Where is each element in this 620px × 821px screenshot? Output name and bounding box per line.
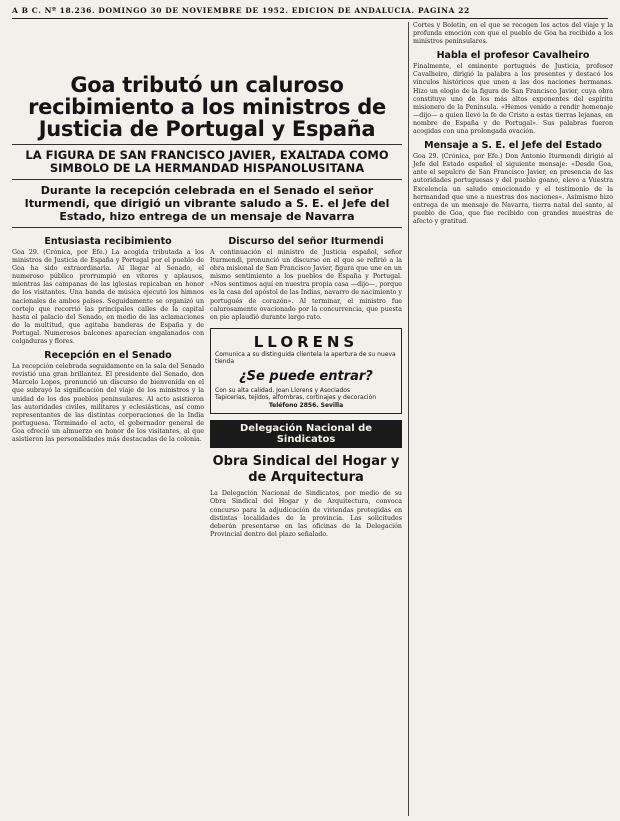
newspaper-page: [12, 4, 613, 816]
article-text: Goa 29. (Crónica, por Efe.) Don Antonio Iturmendi dirigió al Jefe del Estado español el siguiente mensaje: «Desde Goa, ante el sepulcro de San Francisco Javier, en presencia de las autoridades portuguesas y del pueblo goano, elevo a Vuestra Excelencia un saludo emocionado y el testimonio de la hermandad que une a nuestras dos naciones». Asimismo hizo entrega de un mensaje de Navarra, tierra natal del santo, al pueblo de Goa, que fue recibido con grandes muestras de afecto y gratitud.: [413, 153, 613, 225]
article-text: Goa 29. (Crónica, por Efe.) La acogida tributada a los ministros de Justicia de España y Portugal por el pueblo de Goa ha sido extraordinaria. Al llegar al Senado, el numeroso público prorrumpió en vítores y aplausos, mientras las campanas de las iglesias repicaban en honor de los visitantes. Una banda de música ejecutó los himnos nacionales de ambos países. Seguidamente se organizó un cortejo que recorrió las principales calles de la capital hasta el palacio del Senado, en medio de las aclamaciones de la multitud, que agitaba banderas de España y de Portugal. Numerosos balcones aparecían engalanados con colgaduras y flores.: [12, 249, 204, 346]
article-text: La recepción celebrada seguidamente en la sala del Senado revistió una gran brillantez. El presidente del Senado, don Marcelo Lopes, pronunció un discurso de bienvenida en el que subrayó la significación del viaje de los ministros y la unidad de los dos pueblos peninsulares. Al acto asistieron las autoridades civiles, militares y eclesiásticas, así como representantes de las distintas corporaciones de la India portuguesa. Terminado el acto, el gobernador general de Goa ofreció un almuerzo en honor de los visitantes, al que asistieron las personalidades más destacadas de la colonia.: [12, 363, 204, 443]
divider: [12, 227, 402, 228]
story-deck: Durante la recepción celebrada en el Senado el señor Iturmendi, que dirigió un vibrante saludo a S. E. el Jefe del Estado, hizo entrega de un mensaje de Navarra: [24, 184, 390, 223]
article-text: Cortes y Boletín, en el que se recogen los actos del viaje y la profunda emoción con que el pueblo de Goa ha recibido a los ministros peninsulares.: [413, 22, 613, 46]
column-right: [408, 22, 613, 816]
ad-question: ¿Se puede entrar?: [239, 368, 373, 384]
ad-address: Teléfono 2856. Sevilla: [268, 401, 344, 409]
headline: Goa tributó un caluroso recibimiento a los ministros de Justicia de Portugal y España: [28, 73, 386, 141]
sindicatos-banner: Delegación Nacional de Sindicatos: [210, 420, 402, 448]
article-text: La Delegación Nacional de Sindicatos, por medio de su Obra Sindical del Hogar y de Arquitectura, convoca concurso para la adjudicación de viviendas protegidas en distintas localidades de la provincia. Las solicitudes deberán presentarse en las oficinas de la Delegación Provincial dentro del plazo señalado.: [210, 490, 402, 538]
page-folio: A B C. Nº 18.236. DOMINGO 30 DE NOVIEMBRE DE 1952. EDICION DE ANDALUCIA. PAGINA 22: [12, 4, 608, 19]
section-heading: Recepción en el Senado: [44, 350, 172, 362]
section-heading: Habla el profesor Cavalheiro: [436, 50, 590, 62]
divider: [12, 144, 402, 145]
section-heading: Entusiasta recibimiento: [44, 236, 172, 247]
ad-text: Comunica a su distinguida clientela la apertura de su nueva tienda: [215, 350, 396, 366]
ad-brand: LLORENS: [253, 332, 359, 351]
article-text: Finalmente, el eminente portugués de Justicia, profesor Cavalheiro, dirigió la palabra a los presentes y destacó los vínculos históricos que unen a las dos naciones hermanas. Hizo un elogio de la figura de San Francisco Javier, cuya obra constituye uno de los más altos exponentes del espíritu misionero de la Península. «Hemos venido a rendir homenaje —dijo— a quien llevó la fe de Cristo a estas tierras lejanas, en nombre de España y de Portugal». Sus palabras fueron acogidas con una prolongada ovación.: [413, 63, 613, 136]
obra-sindical-title: Obra Sindical del Hogar y de Arquitectura: [212, 454, 400, 486]
ad-text: Tapicerías, tejidos, alfombras, cortinajes y decoración: [215, 394, 377, 402]
ad-text: Con su alta calidad, Joan Llorens y Asociados: [215, 386, 351, 394]
article-text: A continuación el ministro de Justicia español, señor Iturmendi, pronunció un discurso en el que se refirió a la obra misional de San Francisco Javier, figura que une en un mismo sentimiento a los pueblos de España y Portugal. «Nos sentimos aquí en nuestra propia casa —dijo—, porque es la casa del apóstol de las Indias, navarro de nacimiento y portugués de corazón». Al terminar, el ministro fue calurosamente ovacionado por la concurrencia, que puesta en pie aplaudió durante largo rato.: [210, 249, 402, 321]
column-middle: [210, 232, 402, 539]
section-heading: Discurso del señor Iturmendi: [228, 236, 384, 247]
column-left: [12, 232, 204, 539]
main-story: [12, 22, 402, 539]
story-columns: [12, 232, 402, 539]
divider: [12, 179, 402, 180]
advertisement: [210, 328, 402, 415]
subheadline: LA FIGURA DE SAN FRANCISCO JAVIER, EXALTADA COMO SIMBOLO DE LA HERMANDAD HISPANOLUSITANA: [25, 148, 389, 175]
section-heading: Mensaje a S. E. el Jefe del Estado: [424, 140, 602, 152]
